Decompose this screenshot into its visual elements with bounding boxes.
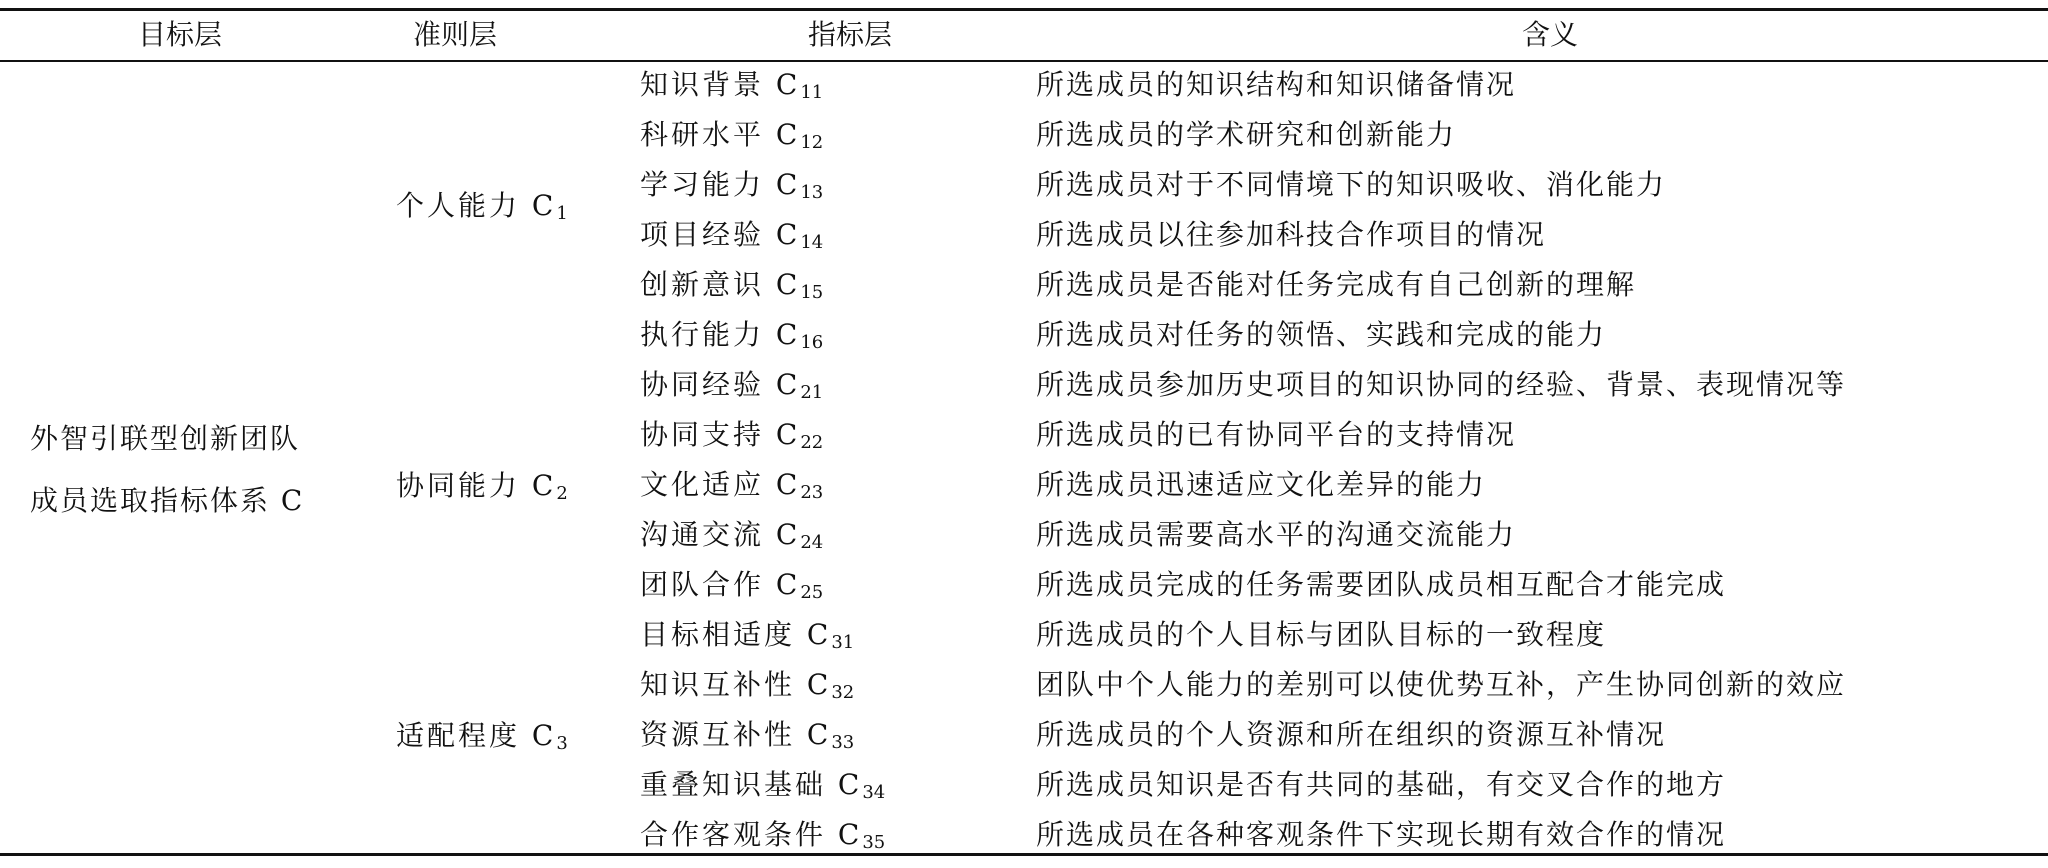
indicator-name: 项目经验 C [640, 218, 801, 251]
criterion-name: 个人能力 C [396, 189, 557, 222]
meaning-cell: 所选成员以往参加科技合作项目的情况 [1036, 218, 1547, 251]
indicator-subscript: 25 [800, 582, 824, 603]
criterion-subscript: 3 [556, 733, 568, 754]
indicator-subscript: 21 [800, 382, 824, 403]
meaning-cell: 所选成员需要高水平的沟通交流能力 [1036, 518, 1517, 551]
table-row [640, 360, 1020, 410]
indicator-column [640, 60, 1020, 860]
indicator-name: 创新意识 C [640, 268, 801, 301]
meaning-cell: 所选成员是否能对任务完成有自己创新的理解 [1036, 268, 1637, 301]
criterion-personal-ability [396, 184, 568, 224]
indicator-subscript: 22 [800, 432, 824, 453]
indicator-name: 知识互补性 C [640, 668, 832, 701]
indicator-subscript: 14 [800, 232, 824, 253]
table-row [640, 560, 1020, 610]
goal-line-2: 成员选取指标体系 C [30, 484, 305, 517]
meaning-cell: 所选成员的知识结构和知识储备情况 [1036, 68, 1517, 101]
table-row [640, 760, 1020, 810]
indicator-name: 目标相适度 C [640, 618, 832, 651]
table-row [640, 510, 1020, 560]
indicator-name: 学习能力 C [640, 168, 801, 201]
indicator-name: 合作客观条件 C [640, 818, 863, 851]
indicator-name: 协同经验 C [640, 368, 801, 401]
indicator-name: 资源互补性 C [640, 718, 832, 751]
indicator-subscript: 11 [800, 82, 824, 103]
meaning-cell: 所选成员完成的任务需要团队成员相互配合才能完成 [1036, 568, 1727, 601]
meaning-cell: 所选成员的个人目标与团队目标的一致程度 [1036, 618, 1607, 651]
indicator-subscript: 34 [862, 782, 886, 803]
indicator-subscript: 24 [800, 532, 824, 553]
indicator-name: 协同支持 C [640, 418, 801, 451]
table-row [640, 260, 1020, 310]
indicator-subscript: 13 [800, 182, 824, 203]
indicator-subscript: 16 [800, 332, 824, 353]
table-bottom-rule [0, 853, 2048, 856]
criterion-subscript: 2 [556, 483, 568, 504]
table-row [640, 660, 1020, 710]
indicator-name: 团队合作 C [640, 568, 801, 601]
indicator-name: 沟通交流 C [640, 518, 801, 551]
indicator-subscript: 12 [800, 132, 824, 153]
table-row [640, 160, 1020, 210]
indicator-subscript: 33 [831, 732, 855, 753]
header-goal: 目标层 [137, 18, 222, 51]
meaning-cell: 所选成员迅速适应文化差异的能力 [1036, 468, 1487, 501]
header-criterion: 准则层 [412, 18, 497, 51]
criterion-name: 协同能力 C [396, 469, 557, 502]
indicator-subscript: 15 [800, 282, 824, 303]
table-row [640, 60, 1020, 110]
meaning-cell: 所选成员对任务的领悟、实践和完成的能力 [1036, 318, 1607, 351]
indicator-subscript: 23 [800, 482, 824, 503]
meaning-cell: 团队中个人能力的差别可以使优势互补，产生协同创新的效应 [1036, 668, 1847, 701]
table-row [640, 410, 1020, 460]
meaning-cell: 所选成员的学术研究和创新能力 [1036, 118, 1457, 151]
indicator-name: 重叠知识基础 C [640, 768, 863, 801]
indicator-subscript: 32 [831, 682, 855, 703]
criterion-collaboration-ability [396, 464, 568, 504]
table-row [640, 210, 1020, 260]
table-row [640, 460, 1020, 510]
goal-cell [30, 408, 304, 532]
indicator-name: 执行能力 C [640, 318, 801, 351]
table-row [640, 710, 1020, 760]
table-row [640, 610, 1020, 660]
table-top-rule [0, 8, 2048, 11]
criterion-fit-degree [396, 714, 568, 754]
indicator-name: 文化适应 C [640, 468, 801, 501]
meaning-cell: 所选成员知识是否有共同的基础，有交叉合作的地方 [1036, 768, 1727, 801]
meaning-cell: 所选成员对于不同情境下的知识吸收、消化能力 [1036, 168, 1667, 201]
indicator-name: 科研水平 C [640, 118, 801, 151]
meaning-cell: 所选成员的已有协同平台的支持情况 [1036, 418, 1517, 451]
meaning-cell: 所选成员参加历史项目的知识协同的经验、背景、表现情况等 [1036, 368, 1847, 401]
table-row [640, 110, 1020, 160]
header-indicator: 指标层 [807, 18, 892, 51]
criterion-subscript: 1 [556, 203, 568, 224]
criterion-name: 适配程度 C [396, 719, 557, 752]
indicator-subscript: 31 [831, 632, 855, 653]
meaning-column [1036, 60, 2036, 860]
indicator-name: 知识背景 C [640, 68, 801, 101]
meaning-cell: 所选成员的个人资源和所在组织的资源互补情况 [1036, 718, 1667, 751]
goal-line-1: 外智引联型创新团队 [30, 422, 301, 455]
meaning-cell: 所选成员在各种客观条件下实现长期有效合作的情况 [1036, 818, 1727, 851]
header-meaning: 含义 [1521, 18, 1578, 51]
table-row [640, 310, 1020, 360]
indicator-subscript: 35 [862, 832, 886, 853]
